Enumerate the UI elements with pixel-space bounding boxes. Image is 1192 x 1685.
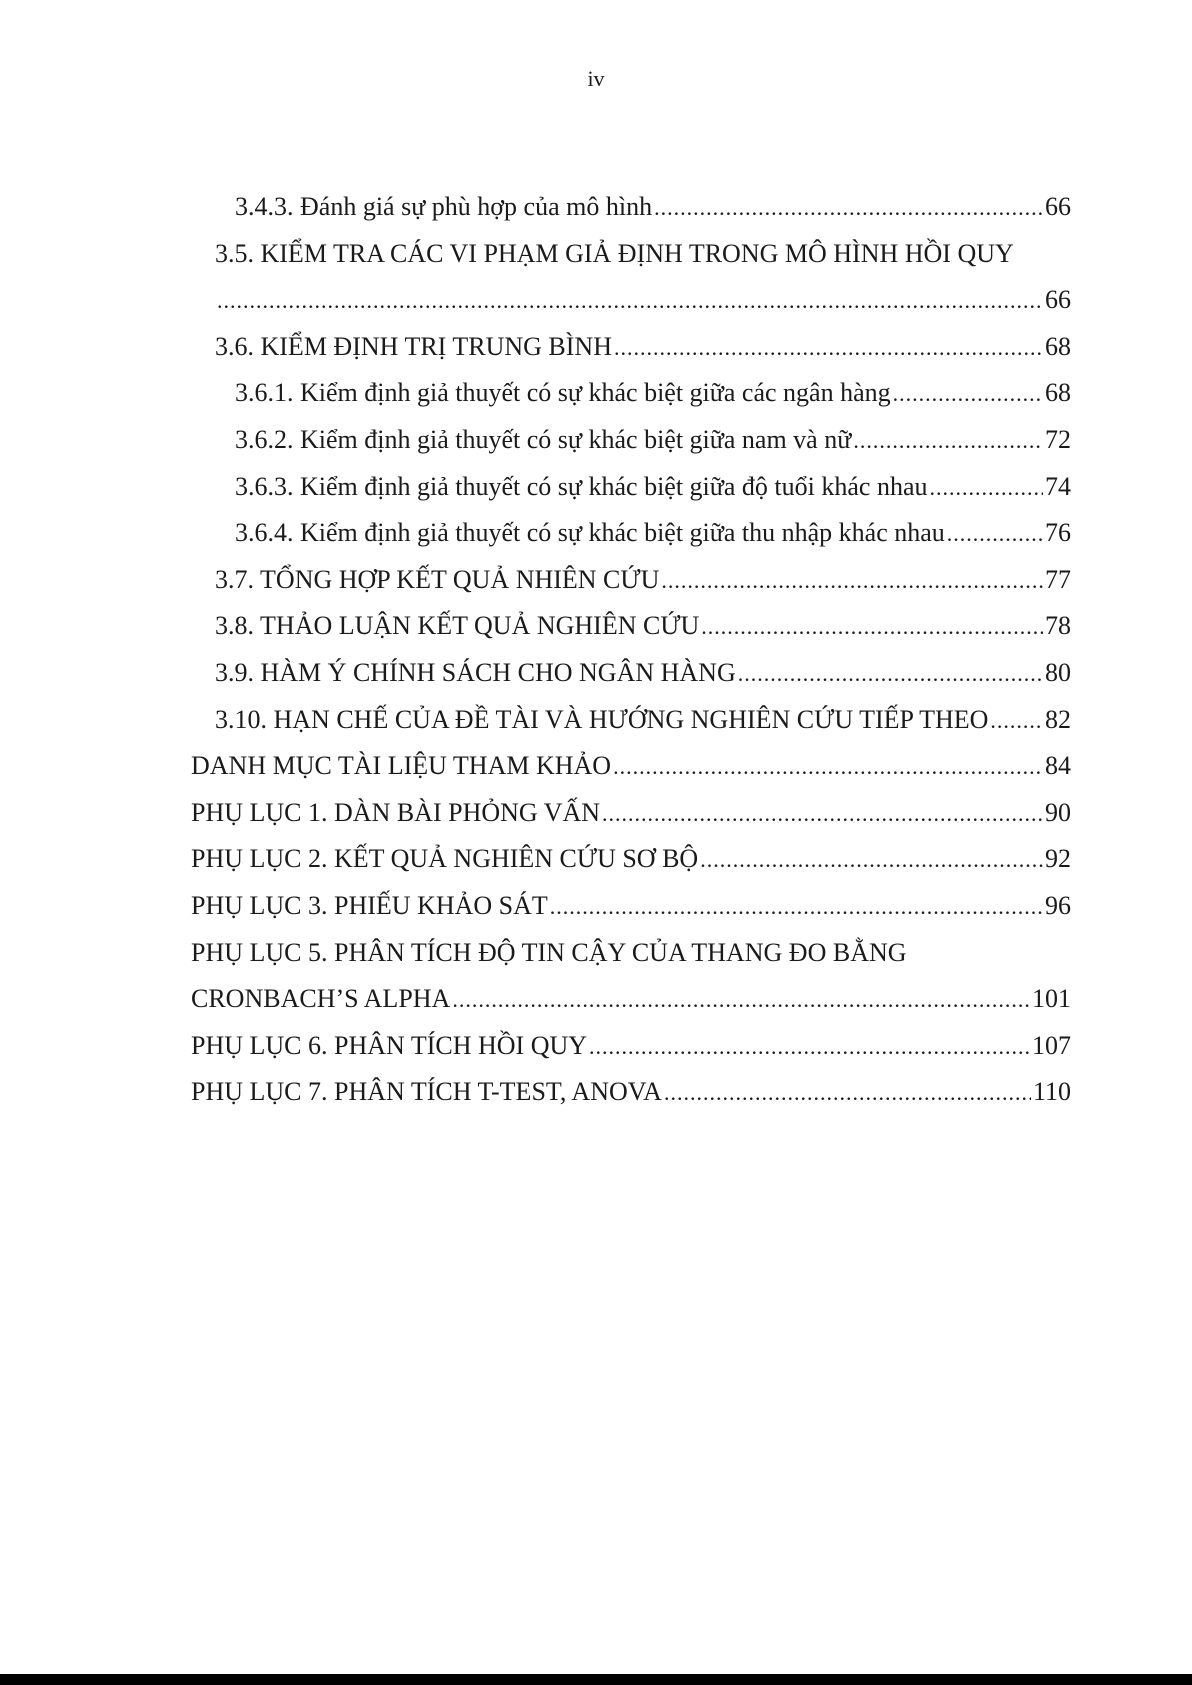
toc-leader-dots	[990, 698, 1043, 745]
toc-entry[interactable]	[191, 743, 1071, 790]
toc-entry-title: PHỤ LỤC 6. PHÂN TÍCH HỒI QUY	[191, 1030, 588, 1060]
toc-entry-page: 66	[1045, 192, 1071, 221]
toc-entry-title: 3.6.4. Kiểm định giả thuyết có sự khác biệt giữa thu nhập khác nhau	[235, 518, 945, 548]
toc-entry-page: 84	[1045, 751, 1071, 781]
toc-entry-title: DANH MỤC TÀI LIỆU THAM KHẢO	[191, 751, 612, 781]
toc-entry-page: 78	[1045, 611, 1071, 641]
toc-entry-page: 90	[1045, 797, 1071, 827]
toc-entry-title: 3.6. KIỂM ĐỊNH TRỊ TRUNG BÌNH	[215, 331, 612, 361]
toc-leader-dots	[701, 604, 1043, 651]
toc-entry-title: 3.9. HÀM Ý CHÍNH SÁCH CHO NGÂN HÀNG	[215, 657, 736, 687]
toc-leader-dots	[661, 558, 1043, 605]
toc-entry-page: 76	[1045, 518, 1071, 548]
bottom-edge-bar	[0, 1674, 1192, 1685]
toc-entry[interactable]	[191, 231, 1071, 324]
toc-entry[interactable]	[191, 790, 1071, 837]
toc-entry-page: 68	[1045, 378, 1071, 408]
page-number: iv	[587, 66, 605, 91]
toc-entry[interactable]	[191, 697, 1071, 744]
toc-entry[interactable]	[191, 510, 1071, 557]
toc-leader-dots	[602, 791, 1043, 838]
table-of-contents	[191, 184, 1071, 1116]
toc-entry[interactable]	[191, 1023, 1071, 1070]
toc-entry-title: 3.5. KIỂM TRA CÁC VI PHẠM GIẢ ĐỊNH TRONG MÔ HÌNH HỒI QUY	[215, 238, 1014, 268]
toc-entry-title: PHỤ LỤC 3. PHIẾU KHẢO SÁT	[191, 890, 548, 920]
toc-entry-title: 3.4.3. Đánh giá sự phù hợp của mô hình	[235, 192, 653, 221]
toc-entry-title: PHỤ LỤC 5. PHÂN TÍCH ĐỘ TIN CẬY CỦA THANG ĐO BẰNG	[191, 937, 907, 967]
toc-entry-title: PHỤ LỤC 1. DÀN BÀI PHỎNG VẤN	[191, 797, 601, 827]
toc-leader-dots	[217, 278, 1043, 325]
toc-leader-dots	[700, 837, 1043, 884]
toc-leader-dots	[654, 185, 1043, 232]
toc-entry[interactable]	[191, 650, 1071, 697]
toc-entry[interactable]	[191, 184, 1071, 231]
toc-entry-page: 66	[1045, 285, 1071, 315]
toc-entry-title: 3.7. TỔNG HỢP KẾT QUẢ NHIÊN CỨU	[215, 564, 660, 594]
toc-leader-dots	[738, 651, 1043, 698]
toc-leader-dots	[613, 744, 1043, 791]
toc-entry-page: 74	[1045, 471, 1071, 501]
toc-entry[interactable]	[191, 464, 1071, 511]
toc-leader-dots	[929, 465, 1043, 512]
toc-entry-page: 110	[1032, 1077, 1071, 1107]
toc-entry[interactable]	[191, 557, 1071, 604]
toc-entry[interactable]	[191, 370, 1071, 417]
toc-leader-dots	[452, 977, 1030, 1024]
toc-leader-dots	[853, 418, 1043, 465]
toc-entry-title: 3.6.2. Kiểm định giả thuyết có sự khác biệt giữa nam và nữ	[235, 424, 852, 454]
toc-entry[interactable]	[191, 603, 1071, 650]
toc-entry[interactable]	[191, 1069, 1071, 1116]
toc-entry[interactable]	[191, 417, 1071, 464]
toc-entry[interactable]	[191, 883, 1071, 930]
toc-leader-dots	[664, 1070, 1031, 1117]
toc-entry-title: 3.10. HẠN CHẾ CỦA ĐỀ TÀI VÀ HƯỚNG NGHIÊN CỨU TIẾP THEO	[215, 704, 989, 734]
toc-entry-page: 92	[1045, 844, 1071, 874]
toc-leader-dots	[893, 371, 1043, 418]
toc-entry-page: 82	[1045, 704, 1071, 734]
toc-entry-title: PHỤ LỤC 7. PHÂN TÍCH T-TEST, ANOVA	[191, 1077, 662, 1107]
toc-entry-page: 68	[1045, 331, 1071, 361]
toc-entry-title: 3.6.1. Kiểm định giả thuyết có sự khác biệt giữa các ngân hàng	[235, 378, 891, 408]
toc-entry-title: PHỤ LỤC 2. KẾT QUẢ NGHIÊN CỨU SƠ BỘ	[191, 844, 699, 874]
toc-entry-title: 3.6.3. Kiểm định giả thuyết có sự khác biệt giữa độ tuổi khác nhau	[235, 471, 928, 501]
toc-entry-page: 80	[1045, 657, 1071, 687]
toc-entry[interactable]	[191, 836, 1071, 883]
toc-entry[interactable]	[191, 930, 1071, 1023]
toc-entry-page: 77	[1045, 564, 1071, 594]
toc-entry-page: 72	[1045, 424, 1071, 454]
toc-entry-page: 101	[1032, 984, 1071, 1014]
toc-entry-page: 96	[1045, 890, 1071, 920]
toc-entry[interactable]	[191, 324, 1071, 371]
toc-leader-dots	[947, 511, 1043, 558]
toc-entry-title-continued: CRONBACH’S ALPHA	[191, 984, 451, 1014]
toc-entry-page: 107	[1032, 1030, 1071, 1060]
toc-leader-dots	[614, 325, 1043, 372]
toc-entry-title: 3.8. THẢO LUẬN KẾT QUẢ NGHIÊN CỨU	[215, 611, 700, 641]
toc-leader-dots	[550, 884, 1043, 931]
toc-leader-dots	[589, 1024, 1030, 1071]
